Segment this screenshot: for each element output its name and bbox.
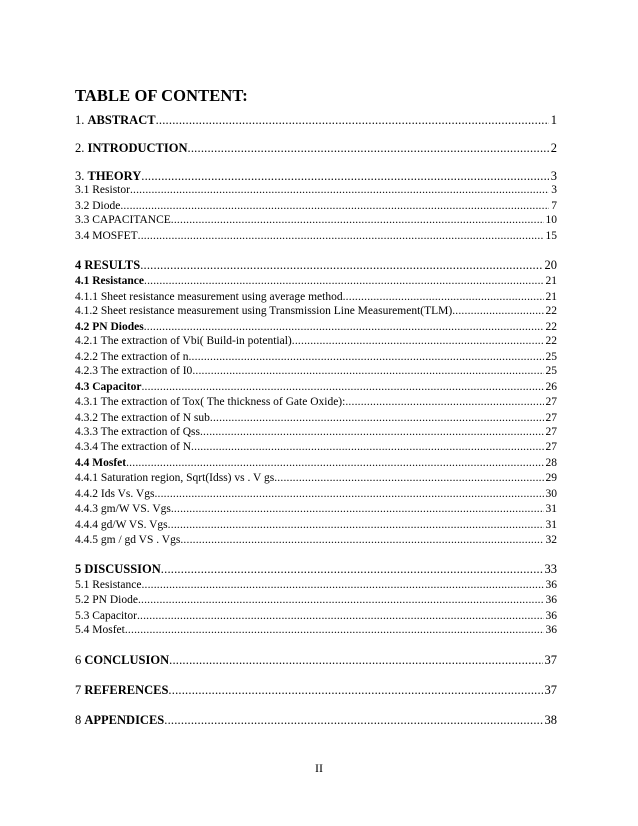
dot-leader (168, 518, 544, 532)
dot-leader (292, 334, 544, 348)
dot-leader (144, 320, 544, 334)
toc-entry-title: 4.2.1 The extraction of Vbi( Build-in potential) (75, 335, 292, 347)
toc-entry-label (75, 593, 138, 607)
dot-leader (130, 183, 549, 197)
dot-leader (141, 380, 543, 394)
toc-entry (75, 304, 557, 318)
toc-entry-page: 27 (545, 396, 557, 408)
dot-leader (171, 213, 544, 227)
toc-entry-page: 28 (545, 457, 557, 469)
toc-entry-page: 3 (550, 169, 557, 183)
toc-entry-title: 4.4.4 gd/W VS. Vgs (75, 519, 168, 531)
toc-entry-label (75, 562, 161, 576)
toc-entry-page: 22 (545, 321, 557, 333)
dot-leader (126, 456, 543, 470)
toc-entry-label (75, 471, 274, 485)
toc-entry-label (75, 533, 180, 547)
toc-entry-page: 31 (545, 503, 557, 515)
dot-leader (169, 653, 542, 667)
dot-leader (191, 440, 543, 454)
toc-entry (75, 274, 557, 288)
toc-entry-number: 3. (75, 169, 88, 183)
toc-entry-title: 4.2.2 The extraction of n (75, 351, 189, 363)
toc-entry-page: 20 (544, 258, 557, 272)
dot-leader (345, 395, 543, 409)
toc-entry (75, 141, 557, 155)
toc-entry-page: 33 (544, 562, 557, 576)
toc-entry-page: 26 (545, 381, 557, 393)
toc-entry-label (75, 183, 130, 197)
toc-entry (75, 533, 557, 547)
toc-entry (75, 350, 557, 364)
toc-entry-label (75, 411, 210, 425)
dot-leader (210, 411, 544, 425)
toc-entry-page: 10 (545, 214, 557, 226)
toc-entry-page: 22 (545, 305, 557, 317)
toc-entry-title: 3.3 CAPACITANCE (75, 214, 171, 226)
toc-entry-label (75, 518, 168, 532)
toc-entry (75, 199, 557, 213)
toc-entry-label (75, 683, 168, 697)
toc-entry-page: 2 (550, 141, 557, 155)
dot-leader (138, 593, 544, 607)
toc-entry-label (75, 713, 164, 727)
toc-entry-page: 30 (545, 488, 557, 500)
toc-entry (75, 456, 557, 470)
toc-entry-title: 4.3.4 The extraction of N (75, 441, 192, 453)
toc-entry (75, 518, 557, 532)
toc-entry-page: 29 (545, 472, 557, 484)
dot-leader (125, 623, 544, 637)
toc-entry-label (75, 290, 343, 304)
toc-entry-title: 5 DISCUSSION (75, 562, 161, 576)
toc-entry-title: 4.4.1 Saturation region, Sqrt(Idss) vs . V gs (75, 472, 275, 484)
toc-entry-title: 4.2.3 The extraction of I0 (75, 365, 193, 377)
toc-entry-page: 37 (544, 683, 557, 697)
dot-leader (161, 562, 543, 576)
toc-entry-label (75, 653, 169, 667)
toc-entry-label (75, 229, 138, 243)
dot-leader (120, 199, 549, 213)
toc-entry-title: INTRODUCTION (87, 141, 188, 155)
toc-entry (75, 334, 557, 348)
toc-entry-label (75, 425, 200, 439)
toc-entry (75, 411, 557, 425)
toc-entry (75, 578, 557, 592)
toc-title: TABLE OF CONTENT: (75, 86, 248, 105)
dot-leader (343, 290, 544, 304)
toc-entry (75, 487, 557, 501)
toc-entry-page: 21 (545, 275, 557, 287)
toc-entry-page: 36 (545, 624, 557, 636)
toc-entry-label (75, 274, 144, 288)
toc-entry-title: 5.3 Capacitor (75, 610, 137, 622)
dot-leader (140, 258, 542, 272)
toc-entry-label (75, 440, 191, 454)
toc-entry-page: 25 (545, 351, 557, 363)
toc-entry-title: 5.2 PN Diode (75, 594, 138, 606)
toc-entry (75, 593, 557, 607)
toc-entry-title: 5.1 Resistance (75, 579, 142, 591)
toc-entry (75, 440, 557, 454)
toc-entry-title: 4.4.5 gm / gd VS . Vgs (75, 534, 181, 546)
toc-entry-label (75, 456, 126, 470)
toc-entry (75, 623, 557, 637)
toc-entry-label (75, 169, 141, 183)
toc-entry-page: 27 (545, 412, 557, 424)
toc-entry-number: 8 (75, 713, 85, 727)
toc-entry-title: 4.1.1 Sheet resistance measurement using average method (75, 291, 343, 303)
toc-entry (75, 213, 557, 227)
toc-entry (75, 425, 557, 439)
dot-leader (171, 502, 544, 516)
toc-entry-page: 27 (545, 426, 557, 438)
toc-entry-label (75, 304, 452, 318)
toc-entry-label (75, 113, 156, 127)
toc-entry-page: 21 (545, 291, 557, 303)
dot-leader (452, 304, 543, 318)
toc-entry-number: 6 (75, 653, 85, 667)
toc-entry-title: 4.3.1 The extraction of Tox( The thickness of Gate Oxide): (75, 396, 346, 408)
toc-entry-page: 1 (550, 113, 557, 127)
toc-entry (75, 395, 557, 409)
dot-leader (188, 141, 549, 155)
toc-entry-title: CONCLUSION (84, 653, 170, 667)
toc-entry-label (75, 609, 137, 623)
toc-entry-label (75, 213, 171, 227)
toc-entry (75, 471, 557, 485)
dot-leader (156, 113, 549, 127)
toc-entry (75, 683, 557, 697)
toc-entry-page: 3 (551, 184, 557, 196)
toc-entry (75, 229, 557, 243)
dot-leader (144, 274, 544, 288)
page-number-footer: II (315, 761, 323, 775)
toc-entry-label (75, 364, 192, 378)
dot-leader (137, 609, 544, 623)
toc-entry-label (75, 350, 188, 364)
dot-leader (138, 229, 544, 243)
dot-leader (274, 471, 543, 485)
toc-entry-page: 36 (545, 579, 557, 591)
toc-entry-page: 32 (545, 534, 557, 546)
toc-entry-label (75, 502, 171, 516)
toc-entry (75, 169, 557, 183)
toc-entry-page: 31 (545, 519, 557, 531)
toc-entry-title: 4.3.3 The extraction of Qss (75, 426, 200, 438)
toc-entry-label (75, 199, 120, 213)
toc-entry-label (75, 395, 345, 409)
toc-entry-page: 37 (544, 653, 557, 667)
toc-entry-page: 25 (545, 365, 557, 377)
toc-entry-number: 7 (75, 683, 85, 697)
toc-entry-title: 3.4 MOSFET (75, 230, 138, 242)
toc-entry-page: 15 (545, 230, 557, 242)
dot-leader (188, 350, 543, 364)
toc-entry-title: 4.3.2 The extraction of N sub (75, 412, 210, 424)
dot-leader (168, 683, 542, 697)
toc-entry-label (75, 141, 188, 155)
dot-leader (180, 533, 543, 547)
toc-entry (75, 290, 557, 304)
toc-entry-title: 4.1 Resistance (75, 275, 144, 287)
toc-entry (75, 562, 557, 576)
dot-leader (200, 425, 544, 439)
toc-entry-title: REFERENCES (84, 683, 169, 697)
toc-entry (75, 183, 557, 197)
toc-entry-page: 38 (544, 713, 557, 727)
toc-entry-title: 4.1.2 Sheet resistance measurement using Transmission Line Measurement(TLM) (75, 305, 453, 317)
toc-entry-number: 2. (75, 141, 88, 155)
toc-entry-title: 4.4.3 gm/W VS. Vgs (75, 503, 171, 515)
dot-leader (154, 487, 543, 501)
dot-leader (141, 169, 549, 183)
toc-entry (75, 653, 557, 667)
toc-entry-title: THEORY (87, 169, 142, 183)
toc-entry-page: 36 (545, 594, 557, 606)
toc-entry (75, 113, 557, 127)
toc-entry-title: APPENDICES (84, 713, 165, 727)
toc-entry-title: ABSTRACT (87, 113, 156, 127)
toc-entry-label (75, 380, 141, 394)
toc-entry-title: 4 RESULTS (75, 258, 141, 272)
toc-entry-label (75, 487, 154, 501)
dot-leader (192, 364, 543, 378)
toc-entry-page: 36 (545, 610, 557, 622)
toc-entry (75, 502, 557, 516)
toc-entry-page: 7 (551, 200, 557, 212)
toc-entry-title: 3.1 Resistor (75, 184, 130, 196)
toc-entry (75, 380, 557, 394)
toc-entry (75, 713, 557, 727)
toc-entry (75, 320, 557, 334)
toc-entry-label (75, 320, 144, 334)
toc-entry-title: 5.4 Mosfet (75, 624, 125, 636)
toc-entry-title: 4.3 Capacitor (75, 381, 142, 393)
toc-entry-title: 4.2 PN Diodes (75, 321, 144, 333)
dot-leader (141, 578, 543, 592)
toc-entry-title: 4.4 Mosfet (75, 457, 127, 469)
toc-entry-number: 1. (75, 113, 88, 127)
toc-entry-label (75, 258, 140, 272)
toc-entry-page: 27 (545, 441, 557, 453)
toc-entry-label (75, 334, 292, 348)
toc-entry (75, 364, 557, 378)
toc-entry-title: 3.2 Diode (75, 200, 121, 212)
toc-entry (75, 258, 557, 272)
toc-entry (75, 609, 557, 623)
toc-entry-label (75, 623, 125, 637)
toc-entry-label (75, 578, 141, 592)
dot-leader (164, 713, 542, 727)
toc-entry-title: 4.4.2 Ids Vs. Vgs (75, 488, 155, 500)
toc-entry-page: 22 (545, 335, 557, 347)
